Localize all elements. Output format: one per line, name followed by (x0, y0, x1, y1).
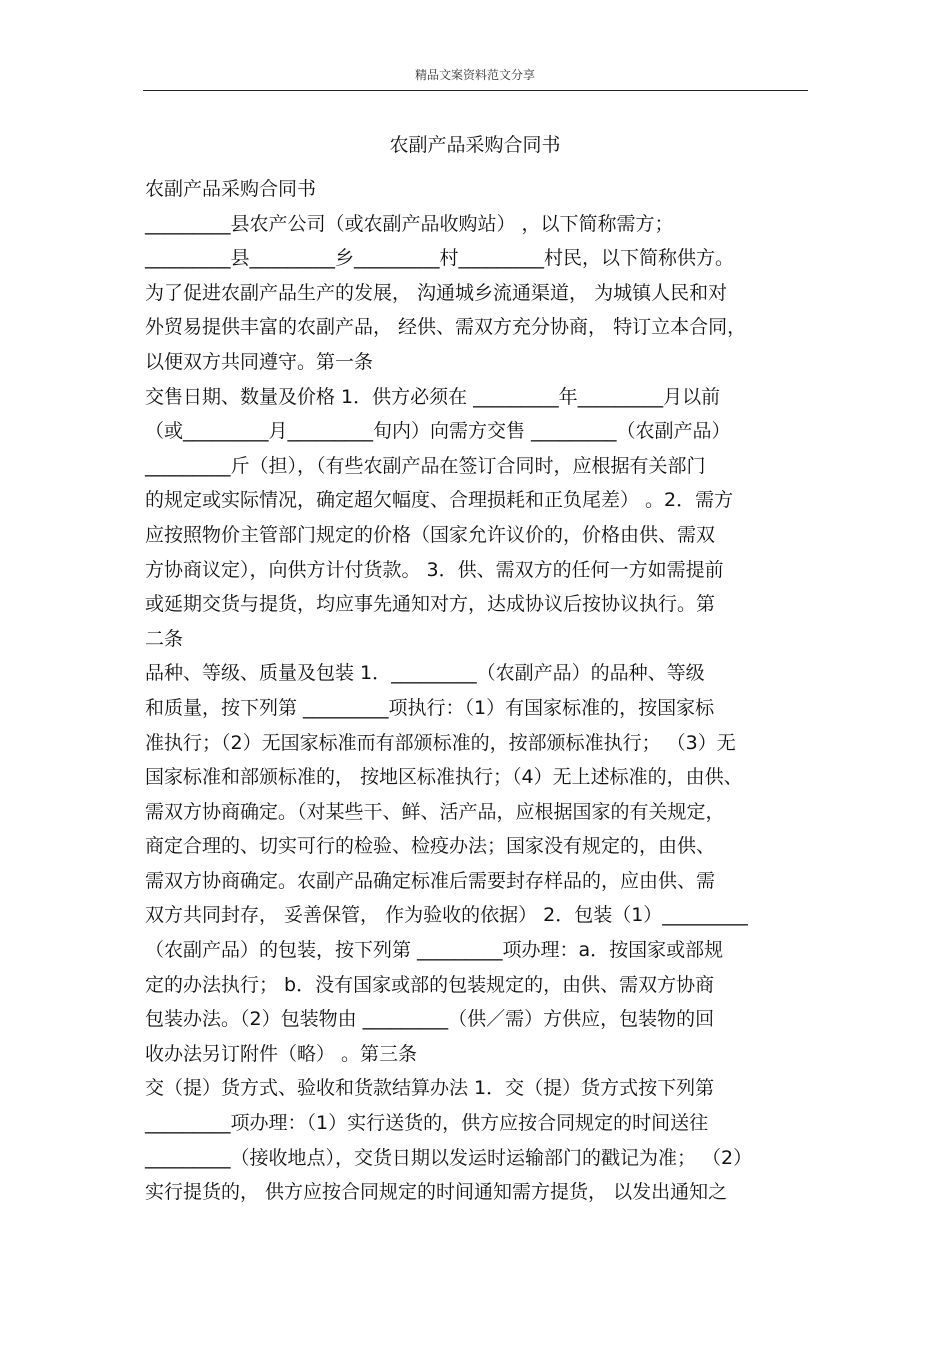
body-line: （或_________月_________旬内）向需方交售 _________（农副产品） (145, 420, 731, 443)
body-line: 交售日期、数量及价格 1．供方必须在 _________年_________月以前 (145, 385, 721, 408)
body-line: 为了促进农副产品生产的发展， 沟通城乡流通渠道， 为城镇人民和对 (145, 281, 728, 304)
header-text: 精品文案资料范文分享 (414, 68, 535, 82)
body-line: 需双方协商确定。农副产品确定标准后需要封存样品的，应由供、需 (145, 869, 716, 892)
document-title: 农副产品采购合同书 (389, 134, 561, 156)
body-line: _________斤（担），（有些农副产品在签订合同时，应根据有关部门 (145, 454, 706, 477)
body-line: 实行提货的， 供方应按合同规定的时间通知需方提货， 以发出通知之 (145, 1181, 728, 1204)
body-line: 包装办法。（2）包装物由 _________（供／需）方供应，包装物的回 (145, 1008, 715, 1031)
body-line: 方协商议定），向供方计付货款。 3．供、需双方的任何一方如需提前 (145, 558, 724, 581)
body-line: 双方共同封存， 妥善保管， 作为验收的依据） 2．包装（1）_________ (145, 904, 748, 927)
body-line: 和质量，按下列第 _________项执行：（1）有国家标准的，按国家标 (145, 696, 715, 719)
body-line: 收办法另订附件（略） 。第三条 (145, 1042, 418, 1065)
body-line: 交（提）货方式、验收和货款结算办法 1．交（提）货方式按下列第 (145, 1077, 715, 1100)
body-line: 国家标准和部颁标准的， 按地区标准执行；（4）无上述标准的，由供、 (145, 766, 743, 789)
body-line: （农副产品）的包装，按下列第 _________项办理：a．按国家或部规 (145, 939, 724, 962)
body-line: 准执行；（2）无国家标准而有部颁标准的，按部颁标准执行； （3）无 (145, 731, 736, 754)
body-line: 以便双方共同遵守。第一条 (145, 350, 374, 373)
body-line: 需双方协商确定。（对某些干、鲜、活产品，应根据国家的有关规定， (145, 800, 725, 823)
body-line: 应按照物价主管部门规定的价格（国家允许议价的，价格由供、需双 (145, 523, 716, 546)
body-line: _________（接收地点），交货日期以发运时运输部门的戳记为准； （2） (145, 1146, 753, 1169)
body-line: _________县农产公司（或农副产品收购站） ，以下简称需方； (145, 212, 674, 235)
body-line: _________项办理：（1）实行送货的，供方应按合同规定的时间送往 (145, 1112, 709, 1135)
header-divider (143, 90, 808, 91)
body-line: 农副产品采购合同书 (145, 178, 317, 200)
body-line: 或延期交货与提货，均应事先通知对方，达成协议后按协议执行。第 (145, 593, 716, 616)
document-body (145, 172, 825, 1210)
body-line: 品种、等级、质量及包装 1．_________（农副产品）的品种、等级 (145, 662, 705, 685)
body-line: 定的办法执行； b．没有国家或部的包装规定的，由供、需双方协商 (145, 973, 715, 996)
body-line: 外贸易提供丰富的农副产品， 经供、需双方充分协商， 特订立本合同， (145, 316, 747, 339)
body-line: 商定合理的、切实可行的检验、检疫办法；国家没有规定的，由供、 (145, 835, 716, 858)
body-line: 的规定或实际情况，确定超欠幅度、合理损耗和正负尾差） 。2．需方 (145, 489, 734, 512)
body-line: 二条 (145, 627, 184, 650)
body-line: _________县_________乡_________村_________村民，以下简称供方。 (145, 247, 735, 270)
